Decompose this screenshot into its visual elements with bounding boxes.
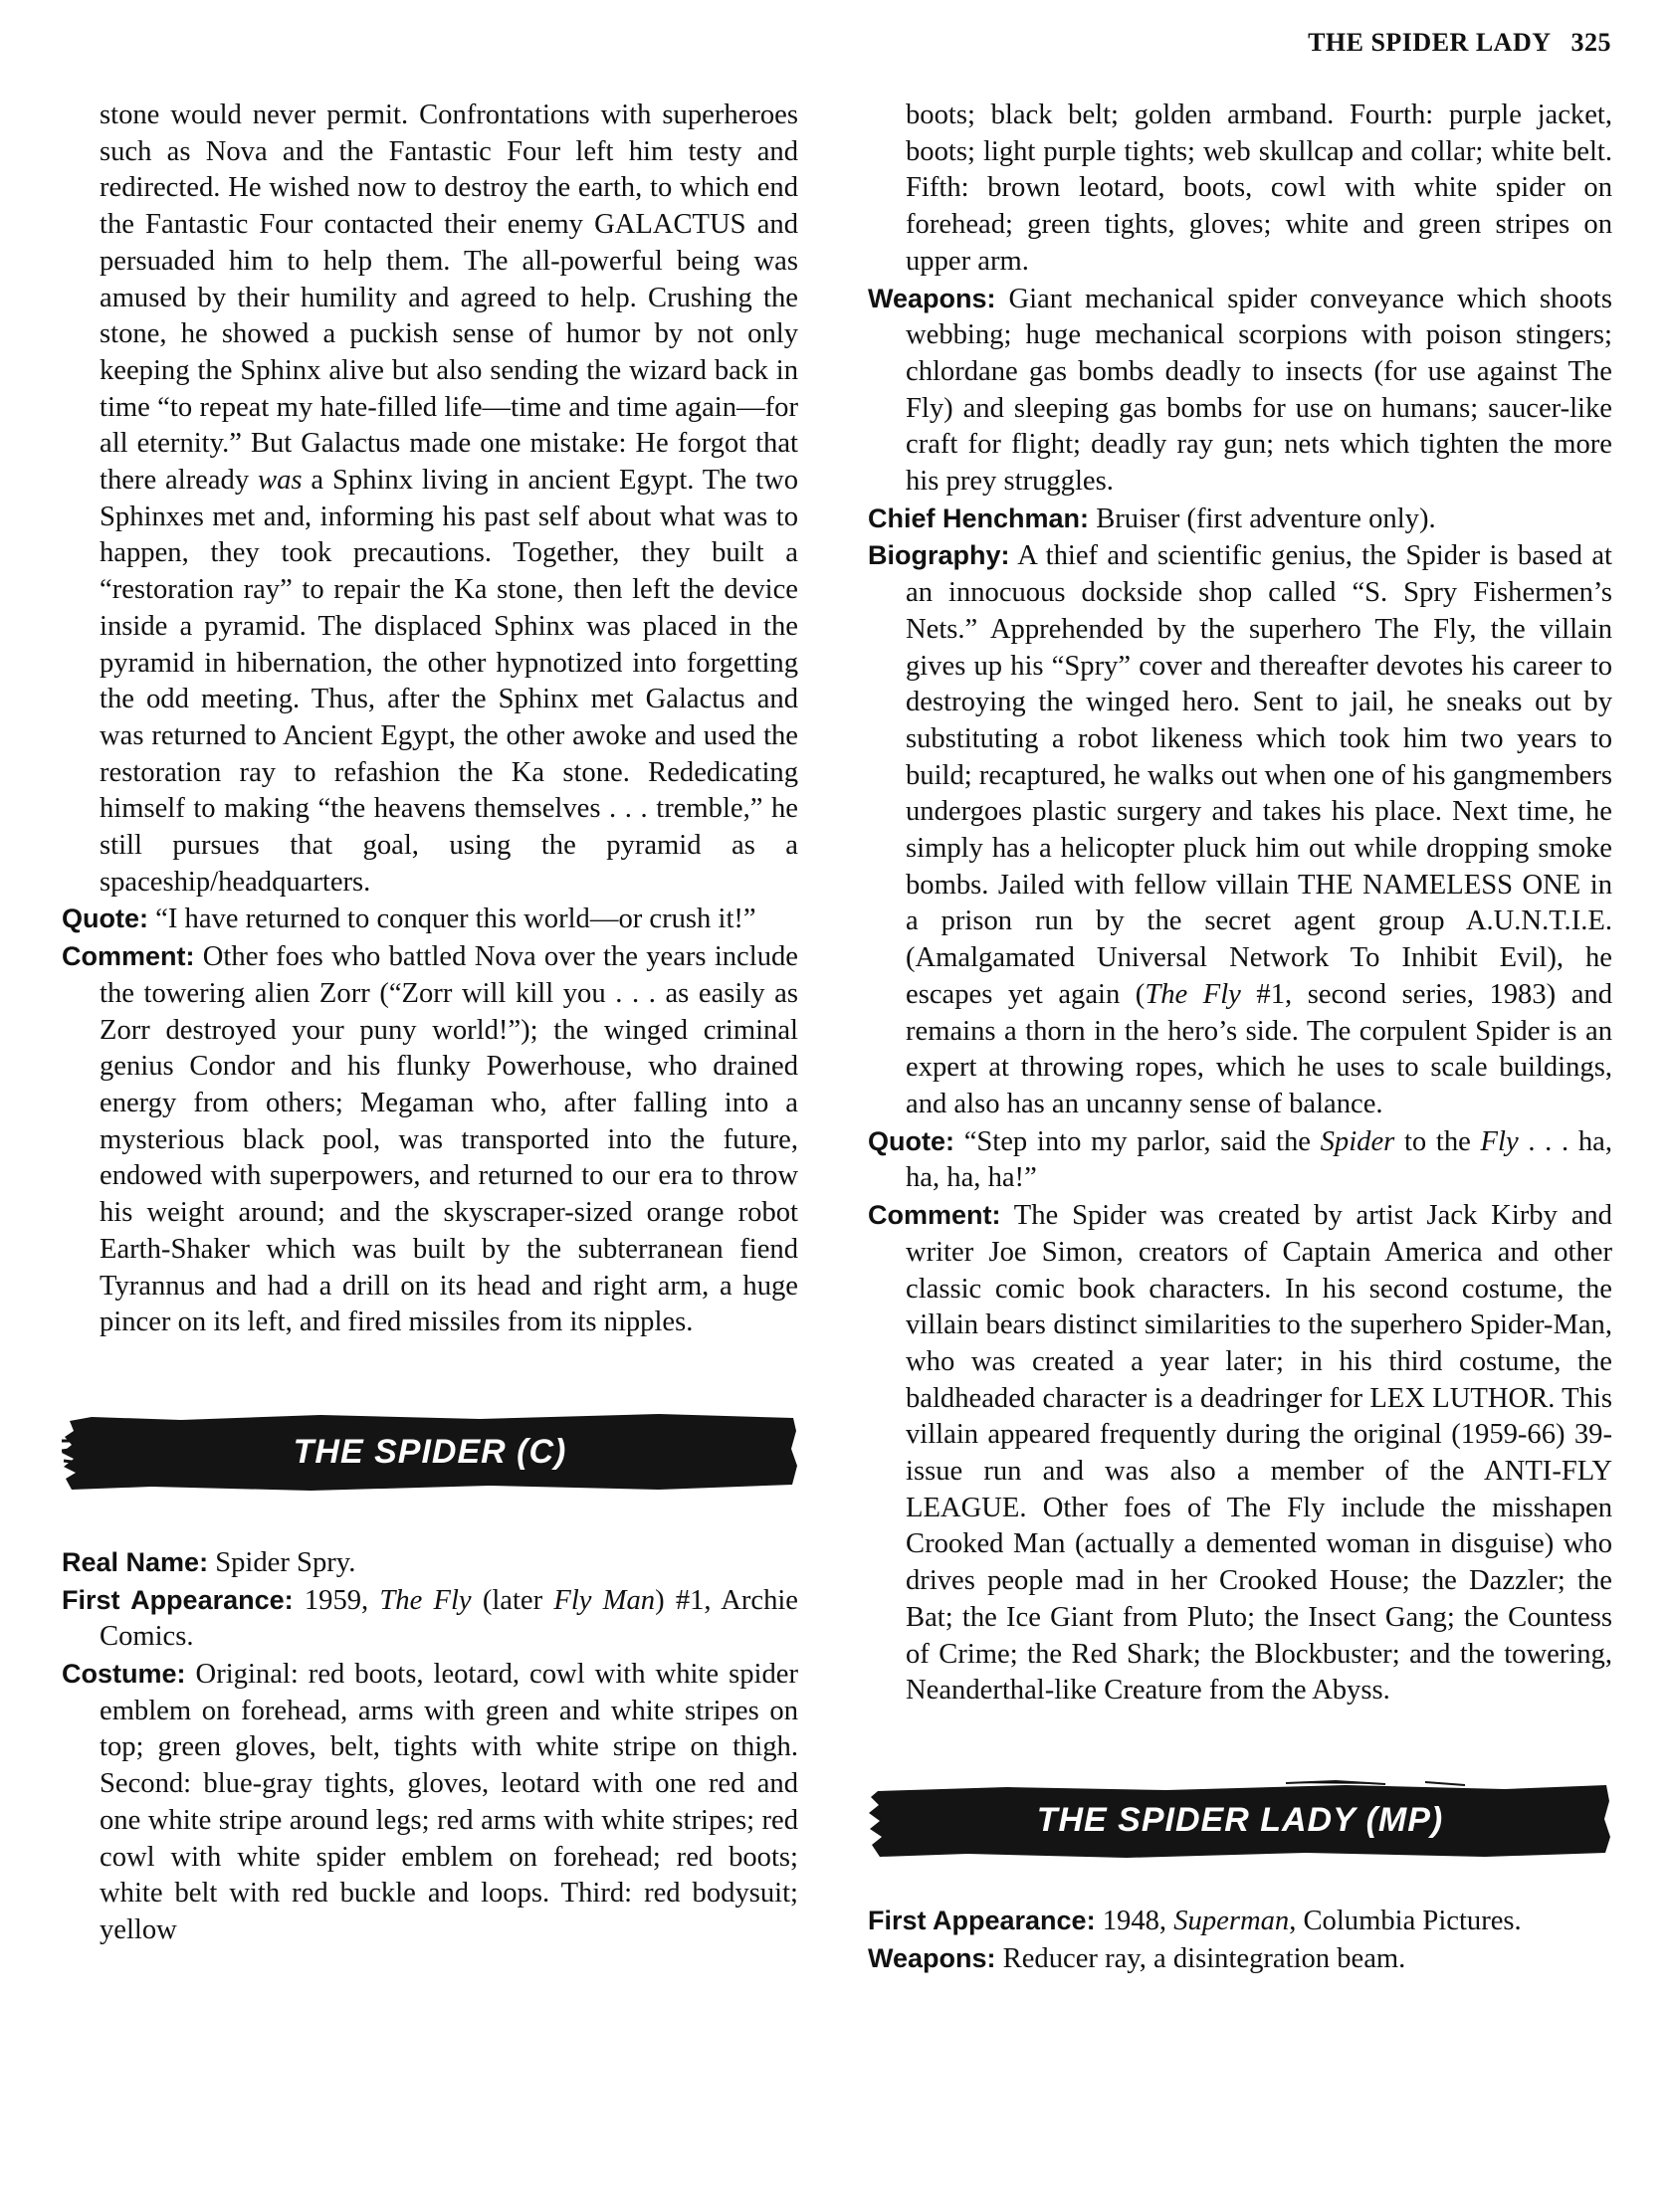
spider-weapons: Weapons: Giant mechanical spider conveyance which shoots webbing; huge mechanical scorpions with poison stingers; chlordane gas bombs deadly to insects (for use against The Fly) and sleeping gas bombs for use on humans; saucer-like craft for flight; deadly ray gun; nets which tighten the more his prey struggles. — [868, 283, 1612, 498]
spider-first-appearance: First Appearance: 1959, The Fly (later Fly Man) #1, Archie Comics. — [62, 1584, 799, 1653]
spider-banner — [62, 1411, 798, 1493]
left-column — [62, 98, 798, 1949]
spider-lady-first-appearance: First Appearance: 1948, Superman, Columbia Pictures. — [868, 1905, 1522, 1936]
sphinx-quote: Quote: “I have returned to conquer this world—or crush it!” — [62, 904, 756, 935]
page-number: 325 — [1570, 28, 1611, 57]
spider-costume: Costume: Original: red boots, leotard, cowl with white spider emblem on forehead, arms with green and white stripes on top; green gloves, belt, tights with white stripe on thigh. Second: blue-gray tights, gloves, leotard with one red and one white stripe around legs; red arms with white stripes; red cowl with white spider emblem on forehead; red boots; white belt with red buckle and loops. Third: red bodysuit; yellow — [62, 1659, 798, 1945]
sphinx-continued-paragraph: stone would never permit. Confrontations with superheroes such as Nova and the Fantastic Four left him testy and redirected. He wished now to destroy the earth, to which end the Fantastic Four contacted their enemy GALACTUS and persuaded him to help them. The all-powerful being was amused by their humility and agreed to help. Crushing the stone, he showed a puckish sense of humor by not only keeping the Sphinx alive but also sending the wizard back in time “to repeat my hate-filled life—time and time again—for all eternity.” But Galactus made one mistake: He forgot that there already was a Sphinx living in ancient Egypt. The two Sphinxes met and, informing his past self about what was to happen, they took precautions. Together, they built a “restoration ray” to repair the Ka stone, then left the device inside a pyramid. The displaced Sphinx was placed in the pyramid in hibernation, the other hypnotized into forgetting the odd meeting. Thus, after the Sphinx met Galactus and was returned to Ancient Egypt, the other awoke and used the restoration ray to refashion the Ka stone. Rededicating himself to making “the heavens themselves . . . tremble,” he still pursues that goal, using the pyramid as a spaceship/headquarters. — [100, 100, 798, 898]
right-column — [868, 98, 1612, 1977]
spider-lady-weapons: Weapons: Reducer ray, a disintegration beam. — [868, 1942, 1406, 1974]
spider-lady-banner — [868, 1779, 1612, 1861]
spider-comment: Comment: The Spider was created by artist Jack Kirby and writer Joe Simon, creators of Captain America and other classic comic book characters. In his second costume, the villain bears distinct similarities to the superhero Spider-Man, who was created a year later; in his third costume, the baldheaded character is a deadringer for LEX LUTHOR. This villain appeared frequently during the original (1959-66) 39-issue run and was also a member of the ANTI-FLY LEAGUE. Other foes of The Fly include the misshapen Crooked Man (actually a demented woman in disguise) who drives people mad in her Crooked House; the Dazzler; the Bat; the Ice Giant from Pluto; the Insect Gang; the Countess of Crime; the Red Shark; the Blockbuster; and the towering, Neanderthal-like Creature from the Abyss. — [868, 1200, 1612, 1707]
spider-banner-title: THE SPIDER (C) — [293, 1432, 567, 1471]
spider-quote: Quote: “Step into my parlor, said the Spider to the Fly . . . ha, ha, ha, ha!” — [868, 1125, 1612, 1194]
sphinx-comment: Comment: Other foes who battled Nova over the years include the towering alien Zorr (“Zorr will kill you . . . as easily as Zorr destroyed your puny world!”); the winged criminal genius Condor and his flunky Powerhouse, who drained energy from others; Megaman who, after falling into a mysterious black pool, was transported into the future, endowed with superpowers, and returned to our era to throw his weight around; and the skyscraper-sized orange robot Earth-Shaker which was built by the subterranean fiend Tyrannus and had a drill on its head and right arm, a huge pincer on its left, and fired missiles from its nipples. — [62, 941, 798, 1338]
spider-chief-henchman: Chief Henchman: Bruiser (first adventure only). — [868, 503, 1436, 534]
running-head — [1308, 28, 1611, 58]
spider-costume-continued: boots; black belt; golden armband. Fourth: purple jacket, boots; light purple tights; web skullcap and collar; white belt. Fifth: brown leotard, boots, cowl with white spider on forehead; green tights, gloves; white and green stripes on upper arm. — [906, 100, 1612, 277]
spider-lady-banner-title: THE SPIDER LADY (MP) — [1036, 1800, 1444, 1839]
spider-real-name: Real Name: Spider Spry. — [62, 1546, 356, 1578]
running-head-title: THE SPIDER LADY — [1308, 28, 1552, 57]
spider-biography: Biography: A thief and scientific genius, the Spider is based at an innocuous dockside shop called “S. Spry Fishermen’s Nets.” Apprehended by the superhero The Fly, the villain gives up his “Spry” cover and thereafter devotes his career to destroying the winged hero. Sent to jail, he sneaks out by substituting a robot likeness which took him two years to build; recaptured, he walks out when one of his gangmembers undergoes plastic surgery and takes his place. Next time, he simply has a helicopter pluck him out while dropping smoke bombs. Jailed with fellow villain THE NAMELESS ONE in a prison run by the secret agent group A.U.N.T.I.E. (Amalgamated Universal Network To Inhibit Evil), he escapes yet again (The Fly #1, second series, 1983) and remains a thorn in the hero’s side. The corpulent Spider is an expert at throwing ropes, which he uses to scale buildings, and also has an uncanny sense of balance. — [868, 540, 1613, 1119]
